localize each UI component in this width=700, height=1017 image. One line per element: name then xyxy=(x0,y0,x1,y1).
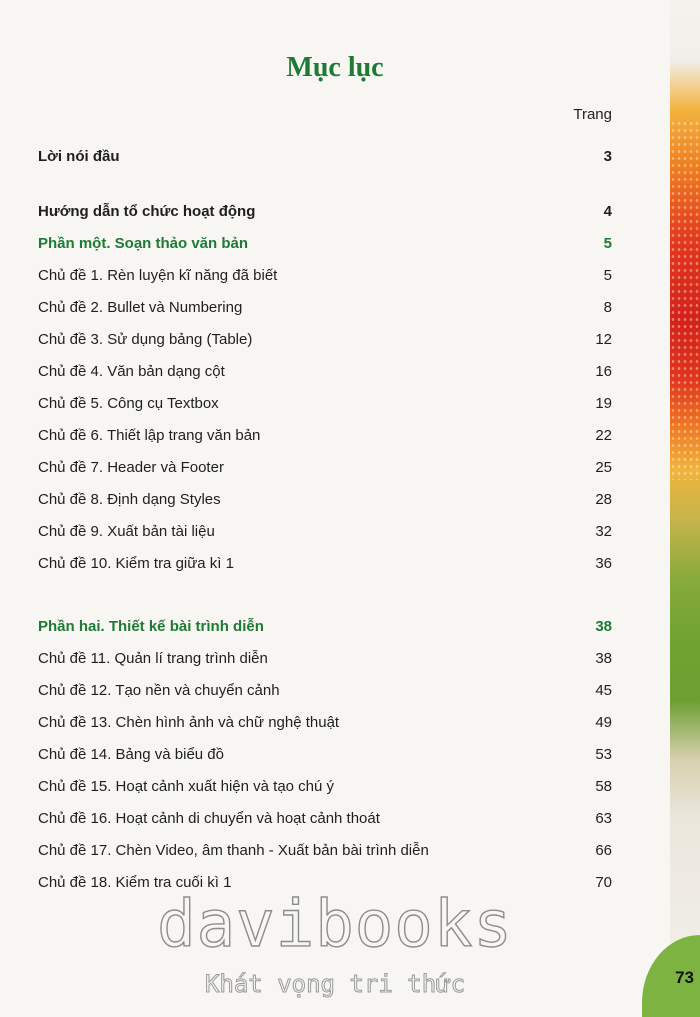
toc-entry-page: 16 xyxy=(595,362,612,380)
toc-entry-page: 12 xyxy=(595,330,612,348)
toc-entry-page: 58 xyxy=(595,777,612,795)
toc-entry xyxy=(38,423,612,447)
toc-entry-label: Chủ đề 6. Thiết lập trang văn bản xyxy=(38,426,261,444)
watermark-brand: davibooks xyxy=(157,888,513,962)
toc-entry-page: 49 xyxy=(595,713,612,731)
page-title: Mục lục xyxy=(286,52,384,83)
toc-entry-page: 22 xyxy=(595,426,612,444)
toc-entry-label: Chủ đề 4. Văn bản dạng cột xyxy=(38,362,225,380)
toc-entry xyxy=(38,391,612,415)
toc-entry-page: 8 xyxy=(603,298,612,316)
toc-entry-label: Chủ đề 7. Header và Footer xyxy=(38,458,224,476)
toc-entry-label: Chủ đề 11. Quản lí trang trình diễn xyxy=(38,649,268,667)
toc-entry-label: Chủ đề 3. Sử dụng bảng (Table) xyxy=(38,330,253,348)
toc-entry-page: 32 xyxy=(595,522,612,540)
toc-entry-page: 4 xyxy=(603,202,612,220)
toc-entry xyxy=(38,806,612,830)
toc-entry xyxy=(38,742,612,766)
toc-entry-label: Chủ đề 13. Chèn hình ảnh và chữ nghệ thuật xyxy=(38,713,340,731)
toc-entry xyxy=(38,199,612,223)
toc-entry-label: Chủ đề 8. Định dạng Styles xyxy=(38,490,221,508)
toc-entry-page: 19 xyxy=(595,394,612,412)
page-column-header: Trang xyxy=(573,106,612,123)
toc-entry xyxy=(38,144,612,168)
toc-entry-page: 38 xyxy=(595,649,612,667)
toc-entry xyxy=(38,614,612,638)
toc-entry-label: Chủ đề 12. Tạo nền và chuyển cảnh xyxy=(38,681,280,699)
toc-entry-page: 45 xyxy=(595,681,612,699)
toc-entry-page: 3 xyxy=(603,147,612,165)
toc-entry-page: 70 xyxy=(595,873,612,891)
toc-entry-label: Chủ đề 15. Hoạt cảnh xuất hiện và tạo chú ý xyxy=(38,777,335,795)
toc-entry-label: Chủ đề 5. Công cụ Textbox xyxy=(38,394,219,412)
toc-entry xyxy=(38,231,612,255)
toc-entry-page: 5 xyxy=(603,234,612,252)
toc-entry-label: Chủ đề 10. Kiểm tra giữa kì 1 xyxy=(38,554,234,572)
toc-entry-label: Chủ đề 1. Rèn luyện kĩ năng đã biết xyxy=(38,266,278,284)
toc-entry-label: Hướng dẫn tổ chức hoạt động xyxy=(38,202,256,220)
toc-entry xyxy=(38,295,612,319)
toc-entry-label: Phần một. Soạn thảo văn bản xyxy=(38,234,249,252)
toc-entry xyxy=(38,551,612,575)
toc-entry xyxy=(38,519,612,543)
toc-entry-page: 63 xyxy=(595,809,612,827)
watermark-tagline: Khát vọng tri thức xyxy=(204,970,466,998)
toc-entry xyxy=(38,327,612,351)
toc-entry-page: 5 xyxy=(603,266,612,284)
toc-entry-label: Chủ đề 17. Chèn Video, âm thanh - Xuất bản bài trình diễn xyxy=(38,841,429,859)
toc-entry xyxy=(38,263,612,287)
toc-entry-label: Chủ đề 2. Bullet và Numbering xyxy=(38,298,243,316)
toc-entry-label: Chủ đề 14. Bảng và biểu đồ xyxy=(38,745,224,763)
toc-entry-label: Lời nói đầu xyxy=(38,147,120,165)
toc-entry xyxy=(38,678,612,702)
toc-entry xyxy=(38,838,612,862)
toc-entry-label: Phần hai. Thiết kế bài trình diễn xyxy=(38,617,264,635)
toc-entry xyxy=(38,646,612,670)
toc-entry xyxy=(38,455,612,479)
toc-entry xyxy=(38,774,612,798)
page-number: 73 xyxy=(675,968,694,987)
toc-entry xyxy=(38,710,612,734)
toc-entry xyxy=(38,359,612,383)
toc-entry-page: 36 xyxy=(595,554,612,572)
toc-entry-page: 25 xyxy=(595,458,612,476)
toc-entry-page: 38 xyxy=(595,617,612,635)
toc-entry-label: Chủ đề 18. Kiểm tra cuối kì 1 xyxy=(38,873,232,891)
toc-entry xyxy=(38,487,612,511)
toc-entry-page: 53 xyxy=(595,745,612,763)
toc-entry-page: 66 xyxy=(595,841,612,859)
toc-entry-label: Chủ đề 16. Hoạt cảnh di chuyển và hoạt cảnh thoát xyxy=(38,809,380,827)
toc-entry-page: 28 xyxy=(595,490,612,508)
decorative-dots xyxy=(670,120,700,480)
toc-entry-label: Chủ đề 9. Xuất bản tài liệu xyxy=(38,522,215,540)
